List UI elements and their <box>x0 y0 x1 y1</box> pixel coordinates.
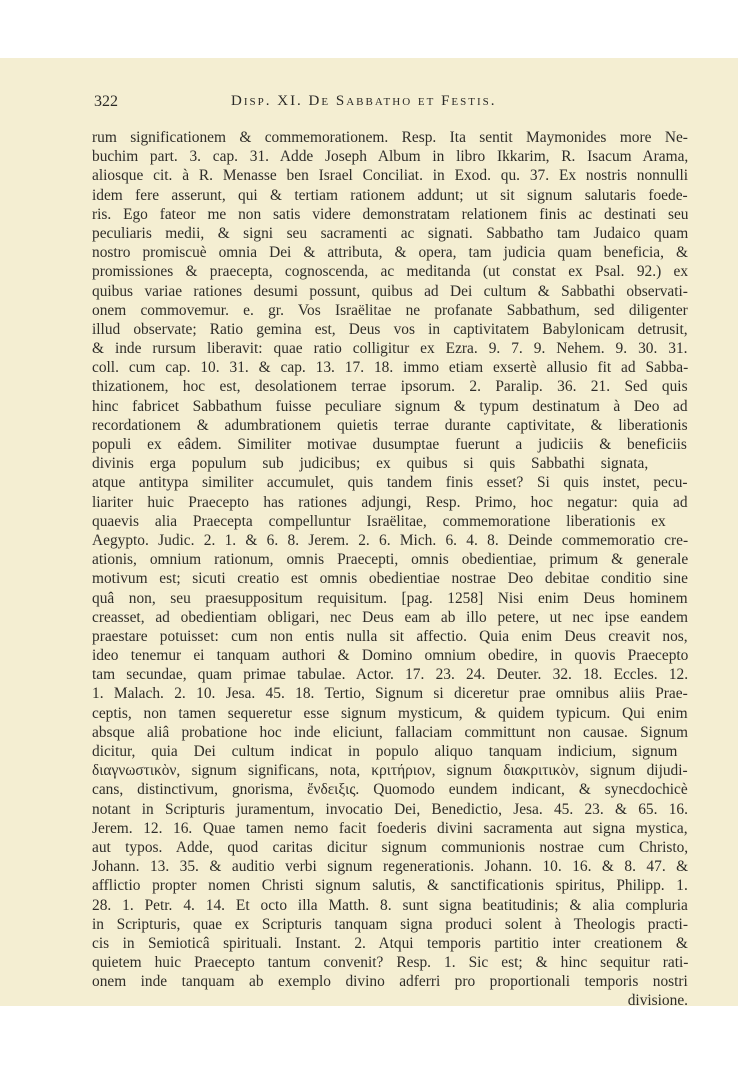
page-number: 322 <box>94 93 118 110</box>
text-line: quaevis alia Praecepta compelluntur Israëlitae, commemoratione liberationis ex <box>92 512 666 530</box>
text-line: absque aliâ probatione hoc inde eliciunt, fallaciam committunt non causae. Signum <box>92 723 688 741</box>
text-line: divinis erga populum sub judicibus; ex quibus si quis Sabbathi signata, <box>92 455 649 473</box>
text-line: ris. Ego fateor me non satis videre demonstratam relationem finis ac destinati seu <box>92 205 688 223</box>
text-line: coll. cum cap. 10. 31. & cap. 13. 17. 18. immo etiam exsertè allusio fit ad Sabba- <box>92 359 688 377</box>
text-line: notant in Scripturis juramentum, invocatio Dei, Benedictio, Jesa. 45. 23. & 65. 16. <box>92 800 688 818</box>
text-line: afflictio propter nomen Christi signum salutis, & sanctificationis spiritus, Philipp. 1. <box>92 877 688 895</box>
text-line: populi ex eâdem. Similiter motivae dusumptae fuerunt a judiciis & beneficiis <box>92 436 687 453</box>
text-line: aliosque cit. à R. Menasse ben Israel Conciliat. in Exod. qu. 37. Ex nostris nonnulli <box>92 167 688 185</box>
text-line: ationis, omnium rationum, omnis Praecepti, omnis obedientiae, primum & generale <box>92 551 688 569</box>
text-line: thizationem, hoc est, desolationem terrae ipsorum. 2. Paralip. 36. 21. Sed quis <box>92 378 688 396</box>
text-line: aut typos. Adde, quod caritas dicitur signum communionis nostrae cum Christo, <box>92 838 688 856</box>
text-line: promissiones & praecepta, cognoscenda, ac meditanda (ut constat ex Psal. 92.) ex <box>92 263 688 281</box>
text-line: Aegypto. Judic. 2. 1. & 6. 8. Jerem. 2. 6. Mich. 6. 4. 8. Deinde commemoratio cre- <box>92 531 688 549</box>
text-line: praestare potuisset: cum non entis nulla sit affectio. Quia enim Deus creavit nos, <box>92 627 688 645</box>
text-line: ceptis, non tamen sequeretur esse signum mysticum, & quidem typicum. Qui enim <box>92 704 688 722</box>
text-line: & inde rursum liberavit: quae ratio colligitur ex Ezra. 9. 7. 9. Nehem. 9. 30. 31. <box>92 340 688 358</box>
text-line: 1. Malach. 2. 10. Jesa. 45. 18. Tertio, Signum si diceretur prae omnibus aliis Prae- <box>92 685 688 703</box>
text-line: 28. 1. Petr. 4. 14. Et octo illa Matth. 8. sunt signa beatitudinis; & alia compluria <box>92 896 688 914</box>
text-line: idem fere asserunt, qui & tertiam rationem addunt; ut sit signum salutaris foede- <box>92 186 688 204</box>
text-line: διαγνωστικὸν, signum significans, nota, κριτήριον, signum διακριτικὸν, signum dijudi- <box>92 762 688 780</box>
text-line: ideo tenemur ei tanquam authori & Domino omnium obedire, in quovis Praecepto <box>92 647 688 665</box>
text-line: quâ non, seu praesuppositum requisitum. [pag. 1258] Nisi enim Deus hominem <box>92 589 688 607</box>
text-line: creasset, ad obedientiam obligari, nec Deus eam ab illo petere, ut nec ipse eandem <box>92 608 688 626</box>
page-header <box>86 93 686 115</box>
text-line: peculiaris medii, & signi seu sacramenti ac signati. Sabbatho tam Judaico quam <box>92 224 688 242</box>
text-line: atque antitypa similiter accumulet, quis tandem finis esset? Si quis instet, pecu- <box>92 474 688 492</box>
text-line: in Scripturis, quae ex Scripturis tanquam signa produci solent à Theologis practi- <box>92 915 688 933</box>
text-line: motivum est; sicuti creatio est omnis obedientiae nostrae Deo debitae conditio sine <box>92 570 688 588</box>
text-line: tam secundae, quam primae tabulae. Actor. 17. 23. 24. Deuter. 32. 18. Eccles. 12. <box>92 666 688 684</box>
text-line: dicitur, quia Dei cultum indicat in populo aliquo tanquam indicium, signum <box>92 743 678 760</box>
text-line: quibus variae rationes desumi possunt, quibus ad Dei cultum & Sabbathi observati- <box>92 282 688 300</box>
text-line: rum significationem & commemorationem. Resp. Ita sentit Maymonides more Ne- <box>92 129 688 146</box>
book-page <box>0 58 738 1010</box>
text-line: illud observate; Ratio gemina est, Deus vos in captivitatem Babylonicam detrusit, <box>92 320 688 338</box>
text-line: nostro promiscuè omnia Dei & attributa, & opera, tam judicia quam beneficia, & <box>92 244 688 262</box>
text-line: hinc fabricet Sabbathum fuisse peculiare signum & typum destinatum à Deo ad <box>92 397 688 415</box>
text-line: recordationem & adumbrationem quietis terrae durante captivitate, & liberationis <box>92 416 688 434</box>
text-line: buchim part. 3. cap. 31. Adde Joseph Album in libro Ikkarim, R. Isacum Arama, <box>92 148 688 166</box>
text-line: divisione. <box>627 992 688 1010</box>
text-line: Jerem. 12. 16. Quae tamen nemo facit foederis divini sacramenta aut signa mystica, <box>92 819 688 837</box>
running-head: Disp. XI. De Sabbatho et Festis. <box>231 93 497 109</box>
text-line: quietem huic Praecepto tantum convenit? Resp. 1. Sic est; & hinc sequitur rati- <box>92 954 688 972</box>
text-line: cis in Semioticâ spirituali. Instant. 2. Atqui temporis partitio inter creationem & <box>92 934 688 952</box>
text-line: onem commovemur. e. gr. Vos Israëlitae ne profanate Sabbathum, sed diligenter <box>92 301 688 319</box>
text-line: onem inde tanquam ab exemplo divino adferri pro proportionali temporis nostri <box>92 973 688 991</box>
text-line: cans, distinctivum, gnorisma, ἔνδειξις. Quomodo eundem indicant, & synecdochicè <box>92 781 688 799</box>
text-line: Johann. 13. 35. & auditio verbi signum regenerationis. Johann. 10. 16. & 8. 47. & <box>92 858 688 876</box>
text-line: liariter huic Praecepto has rationes adjungi, Resp. Primo, hoc negatur: quia ad <box>92 493 688 511</box>
body-text <box>92 128 688 1011</box>
